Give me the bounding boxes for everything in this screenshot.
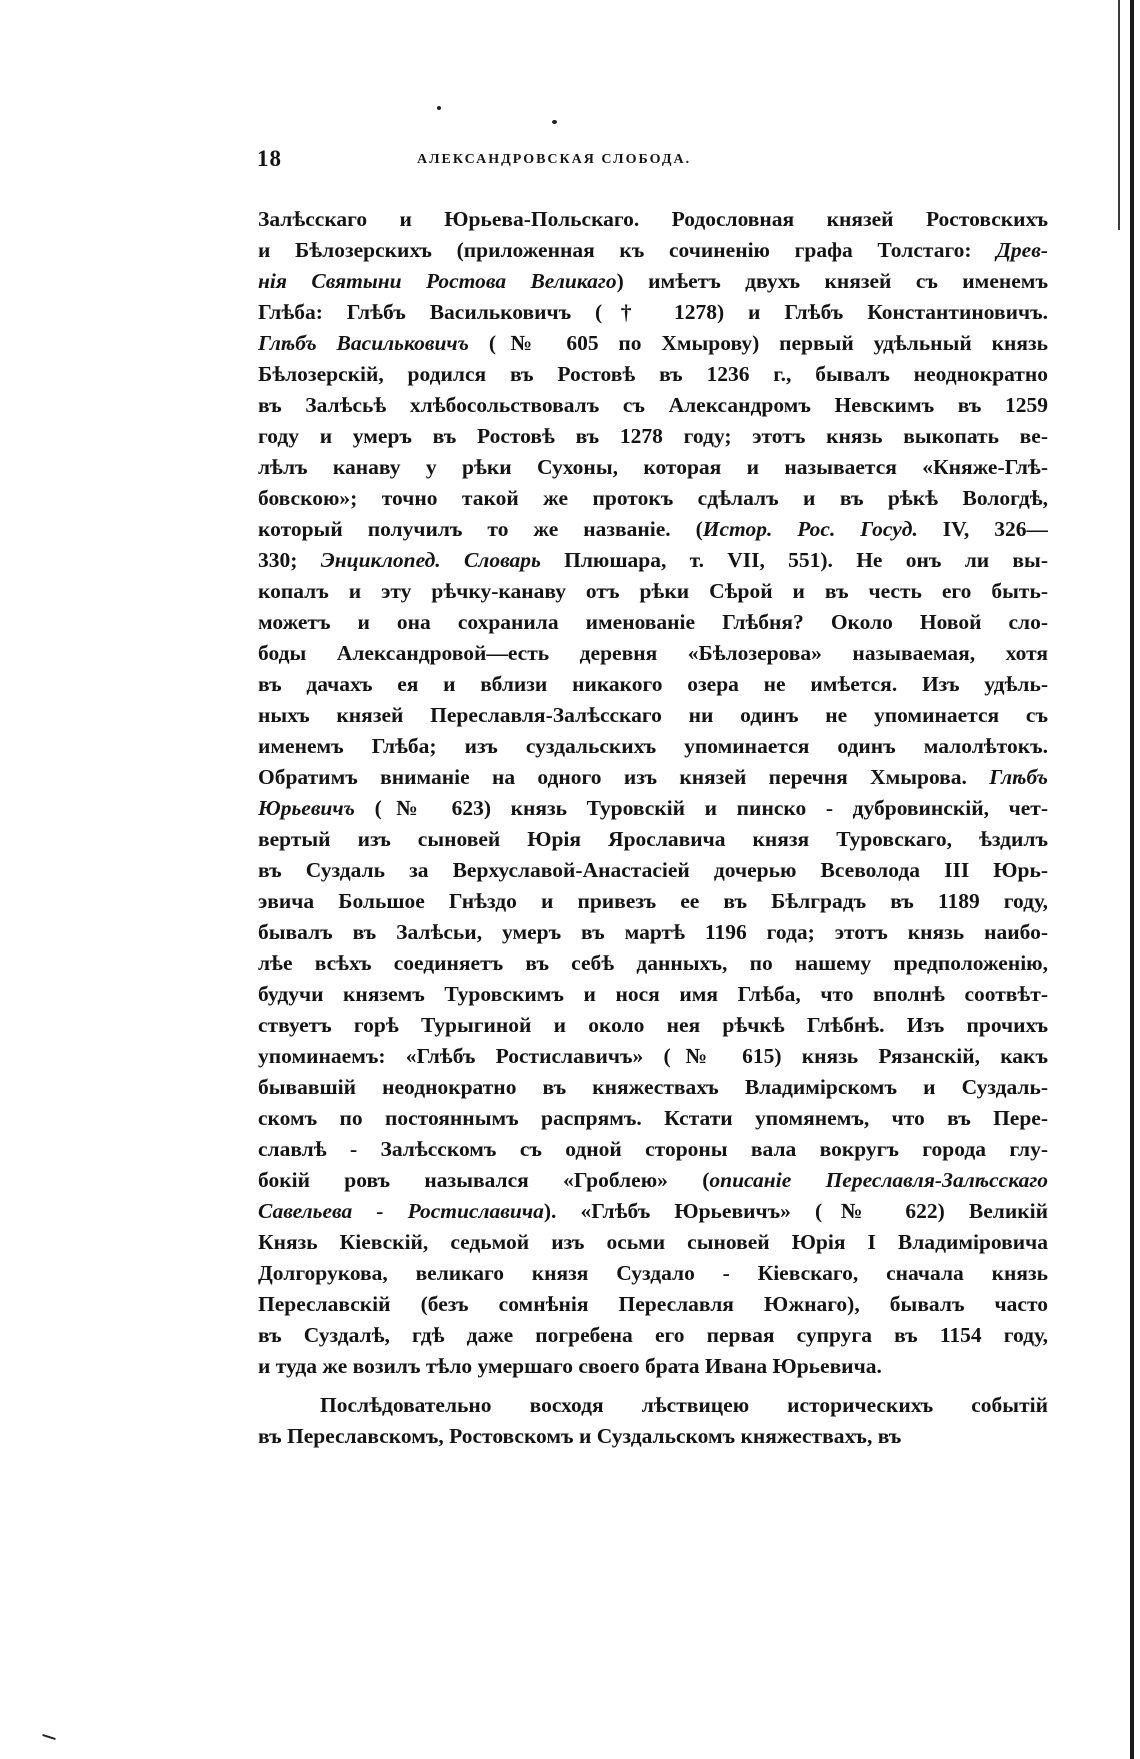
- text-segment: Обратимъ вниманіе на одного изъ князей перечня Хмырова.: [258, 765, 990, 789]
- text-segment: Плюшара, т. VII, 551). Не онъ ли вы-: [540, 548, 1048, 572]
- text-segment: Бѣлозерскій, родился въ Ростовѣ въ 1236 г., бывалъ неоднократно: [258, 362, 1048, 386]
- text-line: [258, 824, 1048, 855]
- text-segment: IV, 326—: [917, 517, 1048, 541]
- text-line: [258, 1390, 1048, 1421]
- text-line: [258, 886, 1048, 917]
- text-segment: ). «Глѣбъ Юрьевичъ» (№ 622) Великій: [543, 1199, 1048, 1223]
- text-segment: ) имѣетъ двухъ князей съ именемъ: [616, 269, 1048, 293]
- text-segment: ствуетъ горѣ Турыгиной и около нея рѣчкѣ Глѣбнѣ. Изъ прочихъ: [258, 1013, 1048, 1037]
- text-segment: именемъ Глѣба; изъ суздальскихъ упоминается одинъ малолѣтокъ.: [258, 734, 1048, 758]
- italic-text-segment: Глѣбъ Васильковичъ: [258, 331, 470, 355]
- page-header: [257, 146, 1047, 176]
- text-segment: (№ 623) князь Туровскій и пинско - дубровинскій, чет-: [355, 796, 1048, 820]
- text-line: [258, 793, 1048, 824]
- text-segment: и Бѣлозерскихъ (приложенная къ сочиненію графа Толстаго:: [258, 238, 997, 262]
- text-line: [258, 762, 1048, 793]
- text-segment: бовскою»; точно такой же протокъ сдѣлалъ и въ рѣкѣ Вологдѣ,: [258, 486, 1048, 510]
- italic-text-segment: описаніе Переславля-Залѣсскаго: [709, 1168, 1048, 1192]
- text-segment: въ дачахъ ея и вблизи никакого озера не имѣется. Изъ удѣль-: [258, 672, 1048, 696]
- text-line: [258, 452, 1048, 483]
- text-segment: славлѣ - Залѣсскомъ съ одной стороны вала вокругъ города глу-: [258, 1137, 1048, 1161]
- text-line: [258, 421, 1048, 452]
- text-line: [258, 1351, 1048, 1382]
- page-edge-shadow: [1130, 0, 1134, 1759]
- text-segment: эвича Большое Гнѣздо и привезъ ее въ Бѣлградъ въ 1189 году,: [258, 889, 1048, 913]
- text-segment: Залѣсскаго и Юрьева-Польскаго. Родословная князей Ростовскихъ: [258, 207, 1048, 231]
- text-line: [258, 390, 1048, 421]
- scan-speck: [552, 120, 557, 124]
- scan-speck: [437, 106, 441, 110]
- text-segment: будучи княземъ Туровскимъ и нося имя Глѣба, что вполнѣ соотвѣт-: [258, 982, 1048, 1006]
- text-line: [258, 204, 1048, 235]
- text-segment: вертый изъ сыновей Юрія Ярославича князя Туровскаго, ѣздилъ: [258, 827, 1048, 851]
- text-line: [258, 669, 1048, 700]
- text-line: [258, 514, 1048, 545]
- text-segment: и туда же возилъ тѣло умершаго своего брата Ивана Юрьевича.: [258, 1354, 882, 1378]
- text-line: [258, 1010, 1048, 1041]
- text-segment: лѣе всѣхъ соединяетъ въ себѣ данныхъ, по нашему предположенію,: [258, 951, 1048, 975]
- text-line: [258, 638, 1048, 669]
- italic-text-segment: нія Святыни Ростова Великаго: [258, 269, 617, 293]
- text-segment: Послѣдовательно восходя лѣствицею историческихъ событій: [320, 1393, 1048, 1417]
- text-segment: бокій ровъ назывался «Гроблею» (: [258, 1168, 710, 1192]
- text-line: [258, 731, 1048, 762]
- text-line: [258, 1227, 1048, 1258]
- paragraph: [258, 1390, 1048, 1452]
- page-edge-shadow-inner: [1118, 0, 1120, 230]
- text-segment: году и умеръ въ Ростовѣ въ 1278 году; этотъ князь выкопать ве-: [258, 424, 1048, 448]
- text-segment: Глѣба: Глѣбъ Васильковичъ († 1278) и Глѣбъ Константиновичъ.: [258, 300, 1048, 324]
- paragraph-gap: [258, 1382, 1048, 1390]
- text-line: [258, 266, 1048, 297]
- text-line: [258, 359, 1048, 390]
- text-segment: лѣлъ канаву у рѣки Сухоны, которая и называется «Княже-Глѣ-: [258, 455, 1048, 479]
- running-title: АЛЕКСАНДРОВСКАЯ СЛОБОДА.: [417, 152, 692, 167]
- text-segment: который получилъ то же названіе. (: [258, 517, 703, 541]
- text-segment: Переславскій (безъ сомнѣнія Переславля Южнаго), бывалъ часто: [258, 1292, 1048, 1316]
- text-line: [258, 1103, 1048, 1134]
- text-segment: 330;: [258, 548, 321, 572]
- text-line: [258, 979, 1048, 1010]
- italic-text-segment: Глѣбъ: [989, 765, 1048, 789]
- text-segment: бывавшій неоднократно въ княжествахъ Владимірскомъ и Суздаль-: [258, 1075, 1048, 1099]
- text-line: [258, 1258, 1048, 1289]
- text-segment: Князь Кіевскій, седьмой изъ осьми сыновей Юрія I Владиміровича: [258, 1230, 1048, 1254]
- paragraph: [258, 204, 1048, 1382]
- italic-text-segment: Юрьевичъ: [258, 796, 356, 820]
- text-segment: Долгорукова, великаго князя Суздало - Кіевскаго, сначала князь: [258, 1261, 1048, 1285]
- text-line: [258, 1320, 1048, 1351]
- text-line: [258, 328, 1048, 359]
- text-line: [258, 576, 1048, 607]
- italic-text-segment: Энциклопед. Словарь: [320, 548, 541, 572]
- text-line: [258, 1165, 1048, 1196]
- text-line: [258, 1134, 1048, 1165]
- text-line: [258, 917, 1048, 948]
- text-line: [258, 545, 1048, 576]
- text-segment: въ Переславскомъ, Ростовскомъ и Суздальскомъ княжествахъ, въ: [258, 1424, 902, 1448]
- text-segment: скомъ по постояннымъ распрямъ. Кстати упомянемъ, что въ Пере-: [258, 1106, 1048, 1130]
- text-segment: въ Залѣсьѣ хлѣбосольствовалъ съ Александромъ Невскимъ въ 1259: [258, 393, 1048, 417]
- scan-speck: [42, 1734, 56, 1740]
- text-line: [258, 235, 1048, 266]
- text-segment: боды Александровой—есть деревня «Бѣлозерова» называемая, хотя: [258, 641, 1048, 665]
- text-line: [258, 1421, 1048, 1452]
- text-segment: можетъ и она сохранила именованіе Глѣбня? Около Новой сло-: [258, 610, 1048, 634]
- text-line: [258, 483, 1048, 514]
- italic-text-segment: Истор. Рос. Госуд.: [702, 517, 918, 541]
- text-line: [258, 1041, 1048, 1072]
- text-segment: упоминаемъ: «Глѣбъ Ростиславичъ» (№ 615) князь Рязанскій, какъ: [258, 1044, 1048, 1068]
- text-line: [258, 1072, 1048, 1103]
- text-line: [258, 948, 1048, 979]
- text-line: [258, 700, 1048, 731]
- italic-text-segment: Савельева - Ростиславича: [258, 1199, 544, 1223]
- text-segment: въ Суздаль за Верхуславой-Анастасіей дочерью Всеволода III Юрь-: [258, 858, 1048, 882]
- text-line: [258, 1196, 1048, 1227]
- text-segment: въ Суздалѣ, гдѣ даже погребена его первая супруга въ 1154 году,: [258, 1323, 1048, 1347]
- text-line: [258, 607, 1048, 638]
- page-number: 18: [257, 146, 282, 171]
- text-line: [258, 855, 1048, 886]
- italic-text-segment: Древ-: [996, 238, 1048, 262]
- text-segment: бывалъ въ Залѣсьи, умеръ въ мартѣ 1196 года; этотъ князь наибо-: [258, 920, 1048, 944]
- text-segment: ныхъ князей Переславля-Залѣсскаго ни одинъ не упоминается съ: [258, 703, 1048, 727]
- text-segment: копалъ и эту рѣчку-канаву отъ рѣки Сѣрой и въ честь его быть-: [258, 579, 1048, 603]
- text-line: [258, 1289, 1048, 1320]
- text-segment: (№ 605 по Хмырову) первый удѣльный князь: [469, 331, 1048, 355]
- body-text: [258, 204, 1048, 1452]
- text-line: [258, 297, 1048, 328]
